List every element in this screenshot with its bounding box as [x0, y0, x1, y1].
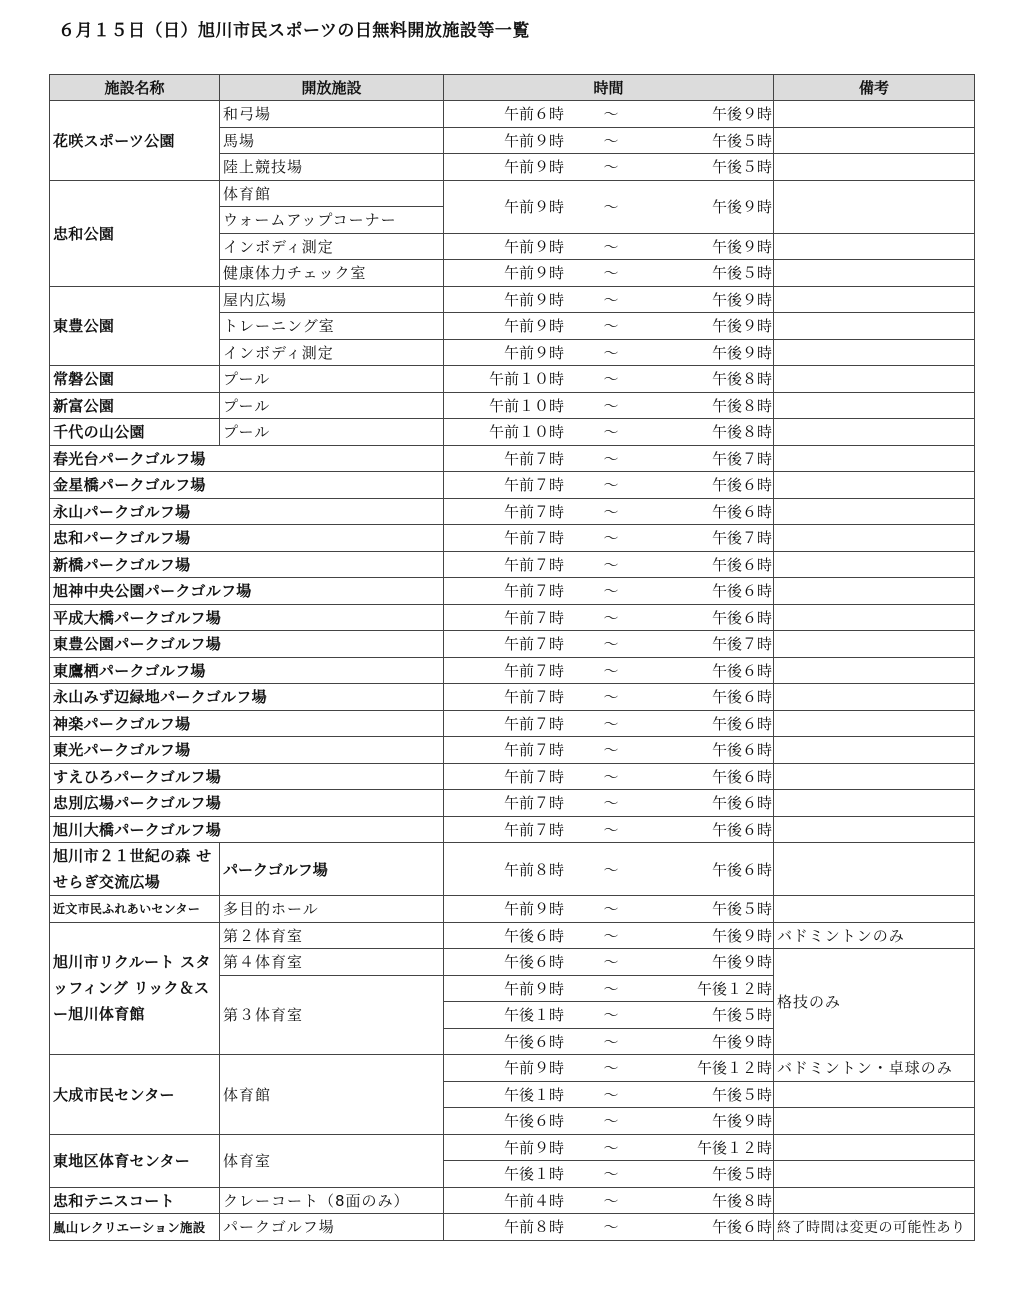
open-facility: 体育館: [220, 180, 444, 207]
remarks: [774, 233, 975, 260]
remarks: [774, 737, 975, 764]
header-facility: 施設名称: [50, 75, 220, 101]
time-separator: ～: [603, 926, 619, 945]
start-time: 午前７時: [503, 688, 564, 707]
facility-name: 近文市民ふれあいセンター: [50, 896, 220, 923]
start-time: 午前９時: [503, 900, 564, 919]
open-facility: インボディ測定: [220, 233, 444, 260]
remarks: [774, 816, 975, 843]
end-time: 午後６時: [711, 608, 772, 627]
remarks: [774, 843, 975, 896]
open-facility: インボディ測定: [220, 339, 444, 366]
remarks: [774, 763, 975, 790]
table-row: [50, 816, 975, 843]
remarks: [774, 498, 975, 525]
facility-name: 永山パークゴルフ場: [50, 498, 444, 525]
start-time: 午前９時: [503, 343, 564, 362]
remarks: [774, 790, 975, 817]
start-time: 午前７時: [503, 767, 564, 786]
time-range: [444, 339, 774, 366]
end-time: 午後６時: [711, 476, 772, 495]
table-row: [50, 896, 975, 923]
start-time: 午前７時: [503, 820, 564, 839]
time-range: [444, 1002, 774, 1029]
remarks: [774, 525, 975, 552]
start-time: 午後６時: [503, 926, 564, 945]
facility-name: 旭川大橋パークゴルフ場: [50, 816, 444, 843]
remarks: [774, 260, 975, 287]
end-time: 午後９時: [711, 926, 772, 945]
start-time: 午後１時: [503, 1006, 564, 1025]
end-time: 午後５時: [711, 264, 772, 283]
time-separator: ～: [603, 131, 619, 150]
time-separator: ～: [603, 794, 619, 813]
facility-table: [49, 74, 975, 1241]
remarks: [774, 127, 975, 154]
end-time: 午後６時: [711, 741, 772, 760]
end-time: 午後９時: [711, 198, 772, 216]
facility-name: 東地区体育センター: [50, 1134, 220, 1187]
end-time: 午後１２時: [696, 1138, 772, 1157]
start-time: 午前９時: [503, 264, 564, 283]
table-body: [50, 101, 975, 1241]
remarks: [774, 896, 975, 923]
end-time: 午後８時: [711, 396, 772, 415]
facility-name: 花咲スポーツ公園: [50, 101, 220, 181]
open-facility: 体育室: [220, 1134, 444, 1187]
start-time: 午前７時: [503, 449, 564, 468]
start-time: 午後６時: [503, 953, 564, 972]
start-time: 午前７時: [503, 502, 564, 521]
time-range: [444, 154, 774, 181]
facility-name: 春光台パークゴルフ場: [50, 445, 444, 472]
time-range: [444, 1134, 774, 1161]
time-separator: ～: [603, 449, 619, 468]
time-separator: ～: [603, 1032, 619, 1051]
time-range: [444, 472, 774, 499]
remarks: [774, 366, 975, 393]
time-separator: ～: [603, 529, 619, 548]
end-time: 午後８時: [711, 423, 772, 442]
start-time: 午後１時: [503, 1085, 564, 1104]
table-header-row: [50, 75, 975, 101]
start-time: 午前８時: [503, 1218, 564, 1237]
time-separator: ～: [603, 290, 619, 309]
open-facility: 第４体育室: [220, 949, 444, 976]
start-time: 午前９時: [503, 979, 564, 998]
facility-name: 新富公園: [50, 392, 220, 419]
end-time: 午後６時: [711, 820, 772, 839]
end-time: 午後９時: [711, 237, 772, 256]
time-separator: ～: [603, 105, 619, 124]
end-time: 午後８時: [711, 1191, 772, 1210]
time-separator: ～: [603, 661, 619, 680]
facility-name: 嵐山レクリエーション施設: [50, 1214, 220, 1241]
time-separator: ～: [603, 1191, 619, 1210]
open-facility: 第３体育室: [220, 975, 444, 1055]
time-separator: ～: [603, 688, 619, 707]
end-time: 午後５時: [711, 1165, 772, 1184]
start-time: 午後６時: [503, 1032, 564, 1051]
remarks: バドミントン・卓球のみ: [774, 1055, 975, 1082]
time-separator: ～: [603, 979, 619, 998]
table-row: [50, 1187, 975, 1214]
table-row: [50, 684, 975, 711]
end-time: 午後６時: [711, 555, 772, 574]
table-row: [50, 1214, 975, 1241]
end-time: 午後５時: [711, 158, 772, 177]
table-row: [50, 1055, 975, 1082]
open-facility: 馬場: [220, 127, 444, 154]
start-time: 午前８時: [503, 860, 564, 879]
time-range: [444, 896, 774, 923]
start-time: 午前７時: [503, 555, 564, 574]
start-time: 午前７時: [503, 529, 564, 548]
remarks: [774, 180, 975, 233]
end-time: 午後７時: [711, 635, 772, 654]
facility-name: 忠和公園: [50, 180, 220, 286]
time-separator: ～: [603, 714, 619, 733]
header-time: 時間: [444, 75, 774, 101]
end-time: 午後６時: [711, 714, 772, 733]
end-time: 午後６時: [711, 502, 772, 521]
time-separator: ～: [603, 1218, 619, 1237]
open-facility: 健康体力チェック室: [220, 260, 444, 287]
end-time: 午後６時: [711, 582, 772, 601]
start-time: 午前７時: [503, 661, 564, 680]
start-time: 午前７時: [503, 714, 564, 733]
open-facility: トレーニング室: [220, 313, 444, 340]
start-time: 午後１時: [503, 1165, 564, 1184]
table-row: [50, 392, 975, 419]
time-range: [444, 525, 774, 552]
header-open: 開放施設: [220, 75, 444, 101]
end-time: 午後９時: [711, 953, 772, 972]
end-time: 午後１２時: [696, 979, 772, 998]
page-title: ６月１５日（日）旭川市民スポーツの日無料開放施設等一覧: [58, 21, 530, 41]
time-range: [444, 657, 774, 684]
table-row: [50, 1134, 975, 1161]
open-facility: ウォームアップコーナー: [220, 207, 444, 234]
time-range: [444, 366, 774, 393]
remarks: [774, 631, 975, 658]
time-separator: ～: [603, 1059, 619, 1078]
remarks: [774, 313, 975, 340]
time-range: [444, 313, 774, 340]
end-time: 午後６時: [711, 860, 772, 879]
table-row: [50, 366, 975, 393]
table-row: [50, 710, 975, 737]
open-facility: 屋内広場: [220, 286, 444, 313]
open-facility: 第２体育室: [220, 922, 444, 949]
time-range: [444, 1161, 774, 1188]
time-range: [444, 816, 774, 843]
remarks: [774, 286, 975, 313]
time-range: [444, 260, 774, 287]
remarks: [774, 657, 975, 684]
time-separator: ～: [603, 820, 619, 839]
start-time: 午前１０時: [488, 396, 564, 415]
facility-name: 神楽パークゴルフ場: [50, 710, 444, 737]
end-time: 午後５時: [711, 900, 772, 919]
start-time: 午前１０時: [488, 423, 564, 442]
time-range: [444, 392, 774, 419]
remarks: [774, 1187, 975, 1214]
open-facility: 和弓場: [220, 101, 444, 128]
table-row: [50, 286, 975, 313]
facility-name: 忠和テニスコート: [50, 1187, 220, 1214]
end-time: 午後９時: [711, 290, 772, 309]
end-time: 午後９時: [711, 343, 772, 362]
start-time: 午前９時: [503, 198, 564, 216]
time-separator: ～: [603, 1006, 619, 1025]
table-row: [50, 525, 975, 552]
time-range: [444, 604, 774, 631]
table-row: [50, 551, 975, 578]
start-time: 午前７時: [503, 582, 564, 601]
end-time: 午後５時: [711, 1085, 772, 1104]
time-separator: ～: [603, 900, 619, 919]
table-row: [50, 631, 975, 658]
time-range: [444, 498, 774, 525]
open-facility: パークゴルフ場: [220, 843, 444, 896]
start-time: 午前９時: [503, 1059, 564, 1078]
time-range: [444, 286, 774, 313]
end-time: 午後５時: [711, 131, 772, 150]
end-time: 午後９時: [711, 1112, 772, 1131]
facility-name: 東豊公園: [50, 286, 220, 366]
open-facility: プール: [220, 392, 444, 419]
end-time: 午後６時: [711, 1218, 772, 1237]
time-separator: ～: [603, 476, 619, 495]
time-separator: ～: [603, 1138, 619, 1157]
time-separator: ～: [603, 635, 619, 654]
time-range: [444, 684, 774, 711]
remarks: [774, 1161, 975, 1188]
remarks: [774, 472, 975, 499]
time-separator: ～: [603, 317, 619, 336]
end-time: 午後７時: [711, 449, 772, 468]
start-time: 午前７時: [503, 741, 564, 760]
start-time: 午前９時: [503, 131, 564, 150]
time-range: [444, 101, 774, 128]
time-range: [444, 631, 774, 658]
start-time: 午前９時: [503, 317, 564, 336]
time-separator: ～: [603, 343, 619, 362]
start-time: 午前７時: [503, 608, 564, 627]
facility-name: 東豊公園パークゴルフ場: [50, 631, 444, 658]
table-row: [50, 101, 975, 128]
time-separator: ～: [603, 608, 619, 627]
table-row: [50, 763, 975, 790]
table-row: [50, 843, 975, 896]
time-range: [444, 1055, 774, 1082]
facility-name: 忠別広場パークゴルフ場: [50, 790, 444, 817]
facility-name: 常磐公園: [50, 366, 220, 393]
end-time: 午後６時: [711, 794, 772, 813]
time-range: [444, 737, 774, 764]
start-time: 午前９時: [503, 1138, 564, 1157]
table-row: [50, 657, 975, 684]
remarks: [774, 445, 975, 472]
time-range: [444, 1028, 774, 1055]
facility-name: 新橋パークゴルフ場: [50, 551, 444, 578]
end-time: 午後６時: [711, 767, 772, 786]
time-separator: ～: [603, 1112, 619, 1131]
header-note: 備考: [774, 75, 975, 101]
remarks: [774, 684, 975, 711]
time-separator: ～: [603, 953, 619, 972]
start-time: 午後６時: [503, 1112, 564, 1131]
time-separator: ～: [603, 396, 619, 415]
time-separator: ～: [603, 502, 619, 521]
time-range: [444, 710, 774, 737]
time-separator: ～: [603, 582, 619, 601]
time-range: [444, 843, 774, 896]
facility-name: 旭神中央公園パークゴルフ場: [50, 578, 444, 605]
time-range: [444, 763, 774, 790]
table-row: [50, 790, 975, 817]
remarks: [774, 1108, 975, 1135]
facility-name: 旭川市２１世紀の森 せせらぎ交流広場: [50, 843, 220, 896]
start-time: 午前９時: [503, 237, 564, 256]
facility-name: 千代の山公園: [50, 419, 220, 446]
end-time: 午後７時: [711, 529, 772, 548]
facility-name: 東光パークゴルフ場: [50, 737, 444, 764]
time-range: [444, 1081, 774, 1108]
time-separator: ～: [603, 370, 619, 389]
remarks: [774, 551, 975, 578]
end-time: 午後６時: [711, 688, 772, 707]
time-range: [444, 1187, 774, 1214]
time-range: [444, 180, 774, 233]
remarks: [774, 604, 975, 631]
remarks: 終了時間は変更の可能性あり: [774, 1214, 975, 1241]
start-time: 午前１０時: [488, 370, 564, 389]
table-row: [50, 604, 975, 631]
time-range: [444, 578, 774, 605]
facility-name: 永山みず辺緑地パークゴルフ場: [50, 684, 444, 711]
end-time: 午後６時: [711, 661, 772, 680]
end-time: 午後９時: [711, 1032, 772, 1051]
time-separator: ～: [603, 237, 619, 256]
end-time: 午後５時: [711, 1006, 772, 1025]
time-separator: ～: [603, 1085, 619, 1104]
facility-name: すえひろパークゴルフ場: [50, 763, 444, 790]
time-range: [444, 922, 774, 949]
open-facility: 多目的ホール: [220, 896, 444, 923]
open-facility: プール: [220, 419, 444, 446]
time-range: [444, 445, 774, 472]
remarks: 格技のみ: [774, 949, 975, 1055]
time-range: [444, 949, 774, 976]
end-time: 午後８時: [711, 370, 772, 389]
remarks: [774, 1134, 975, 1161]
time-separator: ～: [603, 860, 619, 879]
open-facility: パークゴルフ場: [220, 1214, 444, 1241]
facility-name: 東鷹栖パークゴルフ場: [50, 657, 444, 684]
time-separator: ～: [603, 423, 619, 442]
time-separator: ～: [603, 1165, 619, 1184]
table-row: [50, 498, 975, 525]
open-facility: 陸上競技場: [220, 154, 444, 181]
start-time: 午前９時: [503, 158, 564, 177]
start-time: 午前７時: [503, 476, 564, 495]
table-row: [50, 419, 975, 446]
end-time: 午後１２時: [696, 1059, 772, 1078]
end-time: 午後９時: [711, 317, 772, 336]
facility-name: 金星橋パークゴルフ場: [50, 472, 444, 499]
facility-name: 平成大橋パークゴルフ場: [50, 604, 444, 631]
time-range: [444, 233, 774, 260]
remarks: [774, 392, 975, 419]
remarks: [774, 339, 975, 366]
open-facility: クレーコート（8面のみ）: [220, 1187, 444, 1214]
remarks: [774, 154, 975, 181]
facility-name: 大成市民センター: [50, 1055, 220, 1135]
time-range: [444, 1108, 774, 1135]
time-range: [444, 790, 774, 817]
facility-name: 旭川市リクルート スタッフィング リック＆スー旭川体育館: [50, 922, 220, 1055]
open-facility: 体育館: [220, 1055, 444, 1135]
table-row: [50, 445, 975, 472]
remarks: [774, 1081, 975, 1108]
end-time: 午後９時: [711, 105, 772, 124]
time-range: [444, 419, 774, 446]
start-time: 午前６時: [503, 105, 564, 124]
time-separator: ～: [603, 555, 619, 574]
start-time: 午前７時: [503, 794, 564, 813]
start-time: 午前７時: [503, 635, 564, 654]
time-separator: ～: [603, 198, 619, 216]
time-range: [444, 127, 774, 154]
table-row: [50, 472, 975, 499]
time-range: [444, 551, 774, 578]
open-facility: プール: [220, 366, 444, 393]
time-separator: ～: [603, 264, 619, 283]
remarks: [774, 419, 975, 446]
start-time: 午前４時: [503, 1191, 564, 1210]
start-time: 午前９時: [503, 290, 564, 309]
time-separator: ～: [603, 767, 619, 786]
time-range: [444, 975, 774, 1002]
remarks: [774, 101, 975, 128]
remarks: [774, 710, 975, 737]
table-row: [50, 578, 975, 605]
facility-name: 忠和パークゴルフ場: [50, 525, 444, 552]
remarks: バドミントンのみ: [774, 922, 975, 949]
time-separator: ～: [603, 158, 619, 177]
table-row: [50, 180, 975, 207]
time-separator: ～: [603, 741, 619, 760]
table-row: [50, 922, 975, 949]
table-row: [50, 737, 975, 764]
remarks: [774, 578, 975, 605]
time-range: [444, 1214, 774, 1241]
